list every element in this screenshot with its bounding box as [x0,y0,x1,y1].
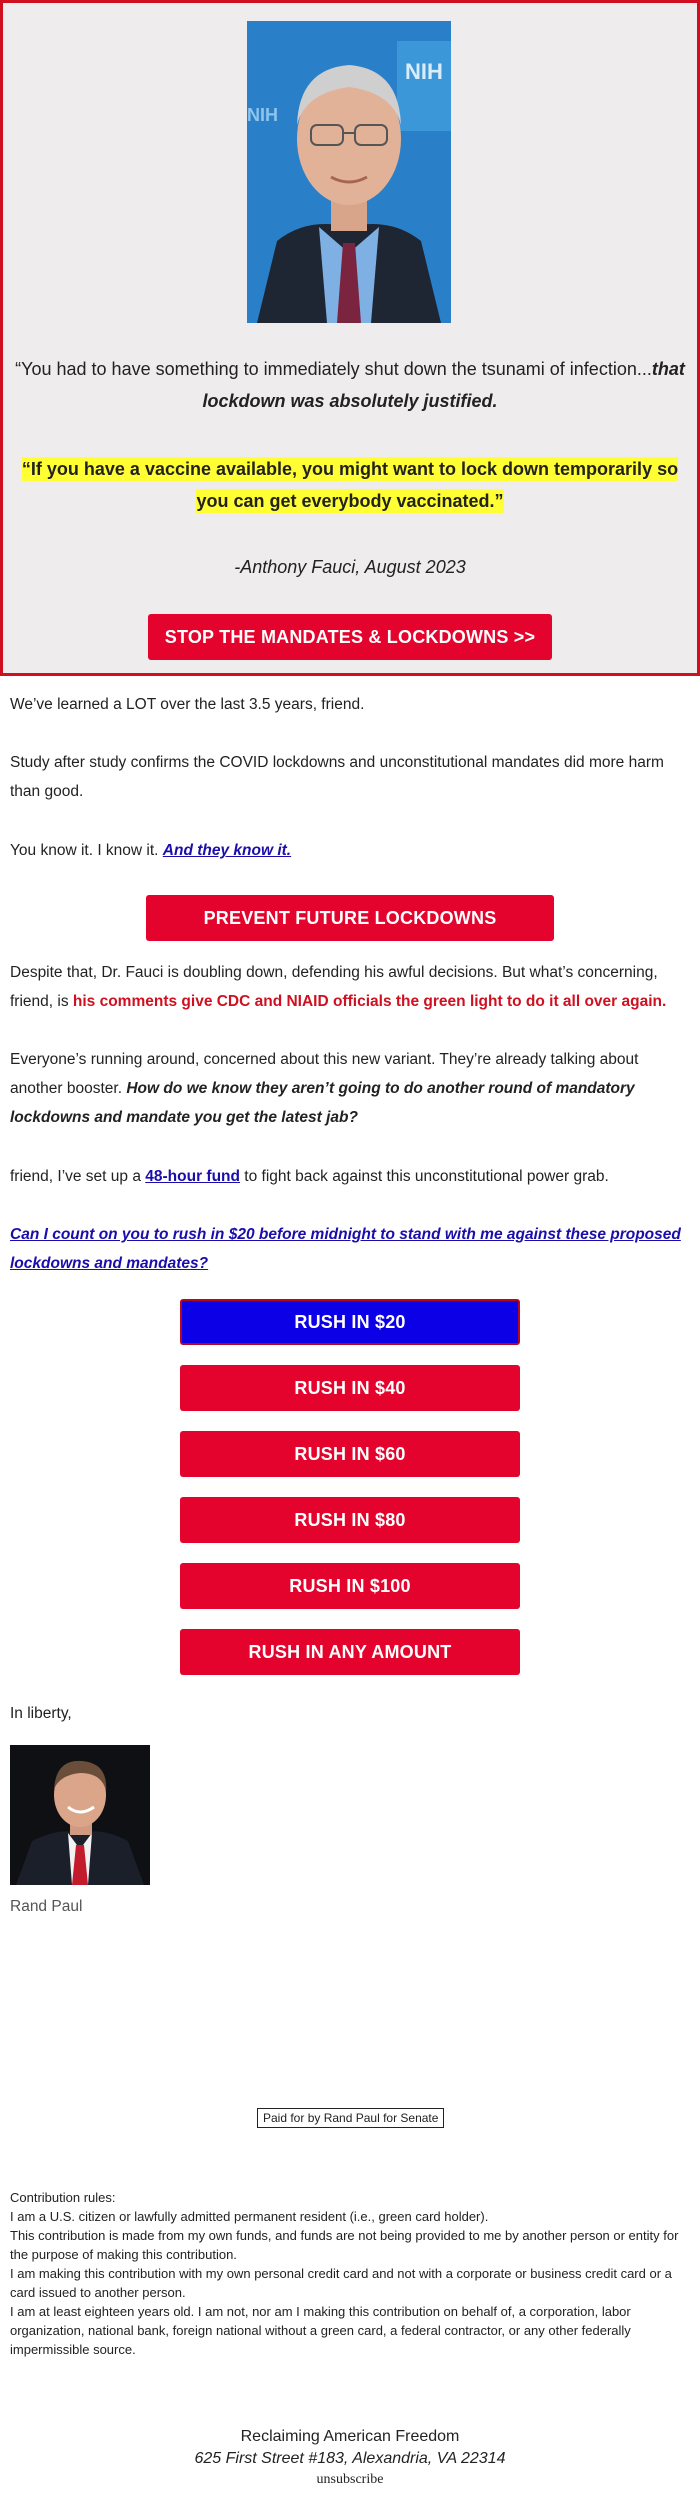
rush-in-100-button[interactable]: RUSH IN $100 [180,1563,520,1609]
rand-paul-portrait-image [10,1745,150,1885]
paragraph-learned: We’ve learned a LOT over the last 3.5 years, friend. [10,696,365,713]
they-know-it-link-text: And they know it. [162,842,292,859]
rand-paul-photo [10,1745,150,1885]
paragraph-fund-after: to fight back against this unconstitutional power grab. [240,1168,609,1185]
rule-item: I am at least eighteen years old. I am not, nor am I making this contribution on behalf of, a corporation, labor organization, national bank, foreign national without a green card, a federal contractor, or any other federally impermissible source. [10,2304,631,2357]
paragraph-variant [10,1045,690,1132]
fauci-portrait-image [247,21,451,323]
quote-one [10,353,690,417]
they-know-it-link[interactable] [163,842,291,859]
svg-text:NIH: NIH [247,105,278,125]
rule-item: I am a U.S. citizen or lawfully admitted permanent resident (i.e., green card holder). [10,2209,489,2224]
rush-in-40-button[interactable]: RUSH IN $40 [180,1365,520,1411]
quote-one-bold: that lockdown was absolutely justified. [202,359,685,411]
rule-item: I am making this contribution with my own personal credit card and not with a corporate or business credit card or a card issued to another person. [10,2266,672,2300]
paragraph-fauci-red: his comments give CDC and NIAID officials the green light to do it all over again. [72,993,667,1010]
quote-one-regular: “You had to have something to immediately shut down the tsunami of infection... [15,359,652,379]
unsubscribe-link[interactable]: unsubscribe [316,2472,384,2487]
paragraph-fund [10,1162,690,1191]
48-hour-fund-link-text: 48-hour fund [145,1168,240,1185]
svg-text:NIH: NIH [405,59,443,84]
paragraph-fauci [10,958,690,1016]
organization-name: Reclaiming American Freedom [240,2428,460,2445]
fauci-photo [247,21,451,323]
prevent-lockdowns-button[interactable]: PREVENT FUTURE LOCKDOWNS [146,895,554,941]
organization-address: 625 First Street #183, Alexandria, VA 22314 [194,2450,506,2467]
quote-attribution: -Anthony Fauci, August 2023 [234,557,466,577]
closing-salutation: In liberty, [10,1705,72,1722]
rule-item: This contribution is made from my own funds, and funds are not being provided to me by another person or entity for the purpose of making this contribution. [10,2228,679,2262]
paragraph-fund-before: friend, I’ve set up a [10,1168,146,1185]
signer-name: Rand Paul [10,1898,83,1915]
rush-in-20-ask-link[interactable]: Can I count on you to rush in $20 before midnight to stand with me against these proposed lockdowns and mandates? [10,1226,681,1272]
contribution-rules [10,2188,690,2359]
paragraph-variant-bold: How do we know they aren’t going to do another round of mandatory lockdowns and mandate you get the latest jab? [10,1080,635,1126]
paragraph-variant-text: Everyone’s running around, concerned about this new variant. They’re already talking about another booster. [10,1051,639,1097]
rush-in-20-button[interactable]: RUSH IN $20 [180,1299,520,1345]
48-hour-fund-link[interactable] [145,1168,240,1185]
quote-two [14,453,686,517]
paragraph-study: Study after study confirms the COVID lockdowns and unconstitutional mandates did more harm than good. [10,754,664,800]
paragraph-fauci-text: Despite that, Dr. Fauci is doubling down, defending his awful decisions. But what’s concerning, friend, is [10,964,658,1010]
paragraph-you-know-text: You know it. I know it. [10,842,163,859]
quote-two-highlight: “If you have a vaccine available, you might want to lock down temporarily so you can get everybody vaccinated.” [21,459,679,511]
paragraph-you-know [10,836,690,865]
stop-mandates-button[interactable]: STOP THE MANDATES & LOCKDOWNS >> [148,614,552,660]
rush-in-80-button[interactable]: RUSH IN $80 [180,1497,520,1543]
rules-title: Contribution rules: [10,2190,116,2205]
paragraph-ask [10,1220,690,1278]
paid-for-disclaimer: Paid for by Rand Paul for Senate [257,2108,444,2128]
rush-in-any-amount-button[interactable]: RUSH IN ANY AMOUNT [180,1629,520,1675]
rush-in-60-button[interactable]: RUSH IN $60 [180,1431,520,1477]
